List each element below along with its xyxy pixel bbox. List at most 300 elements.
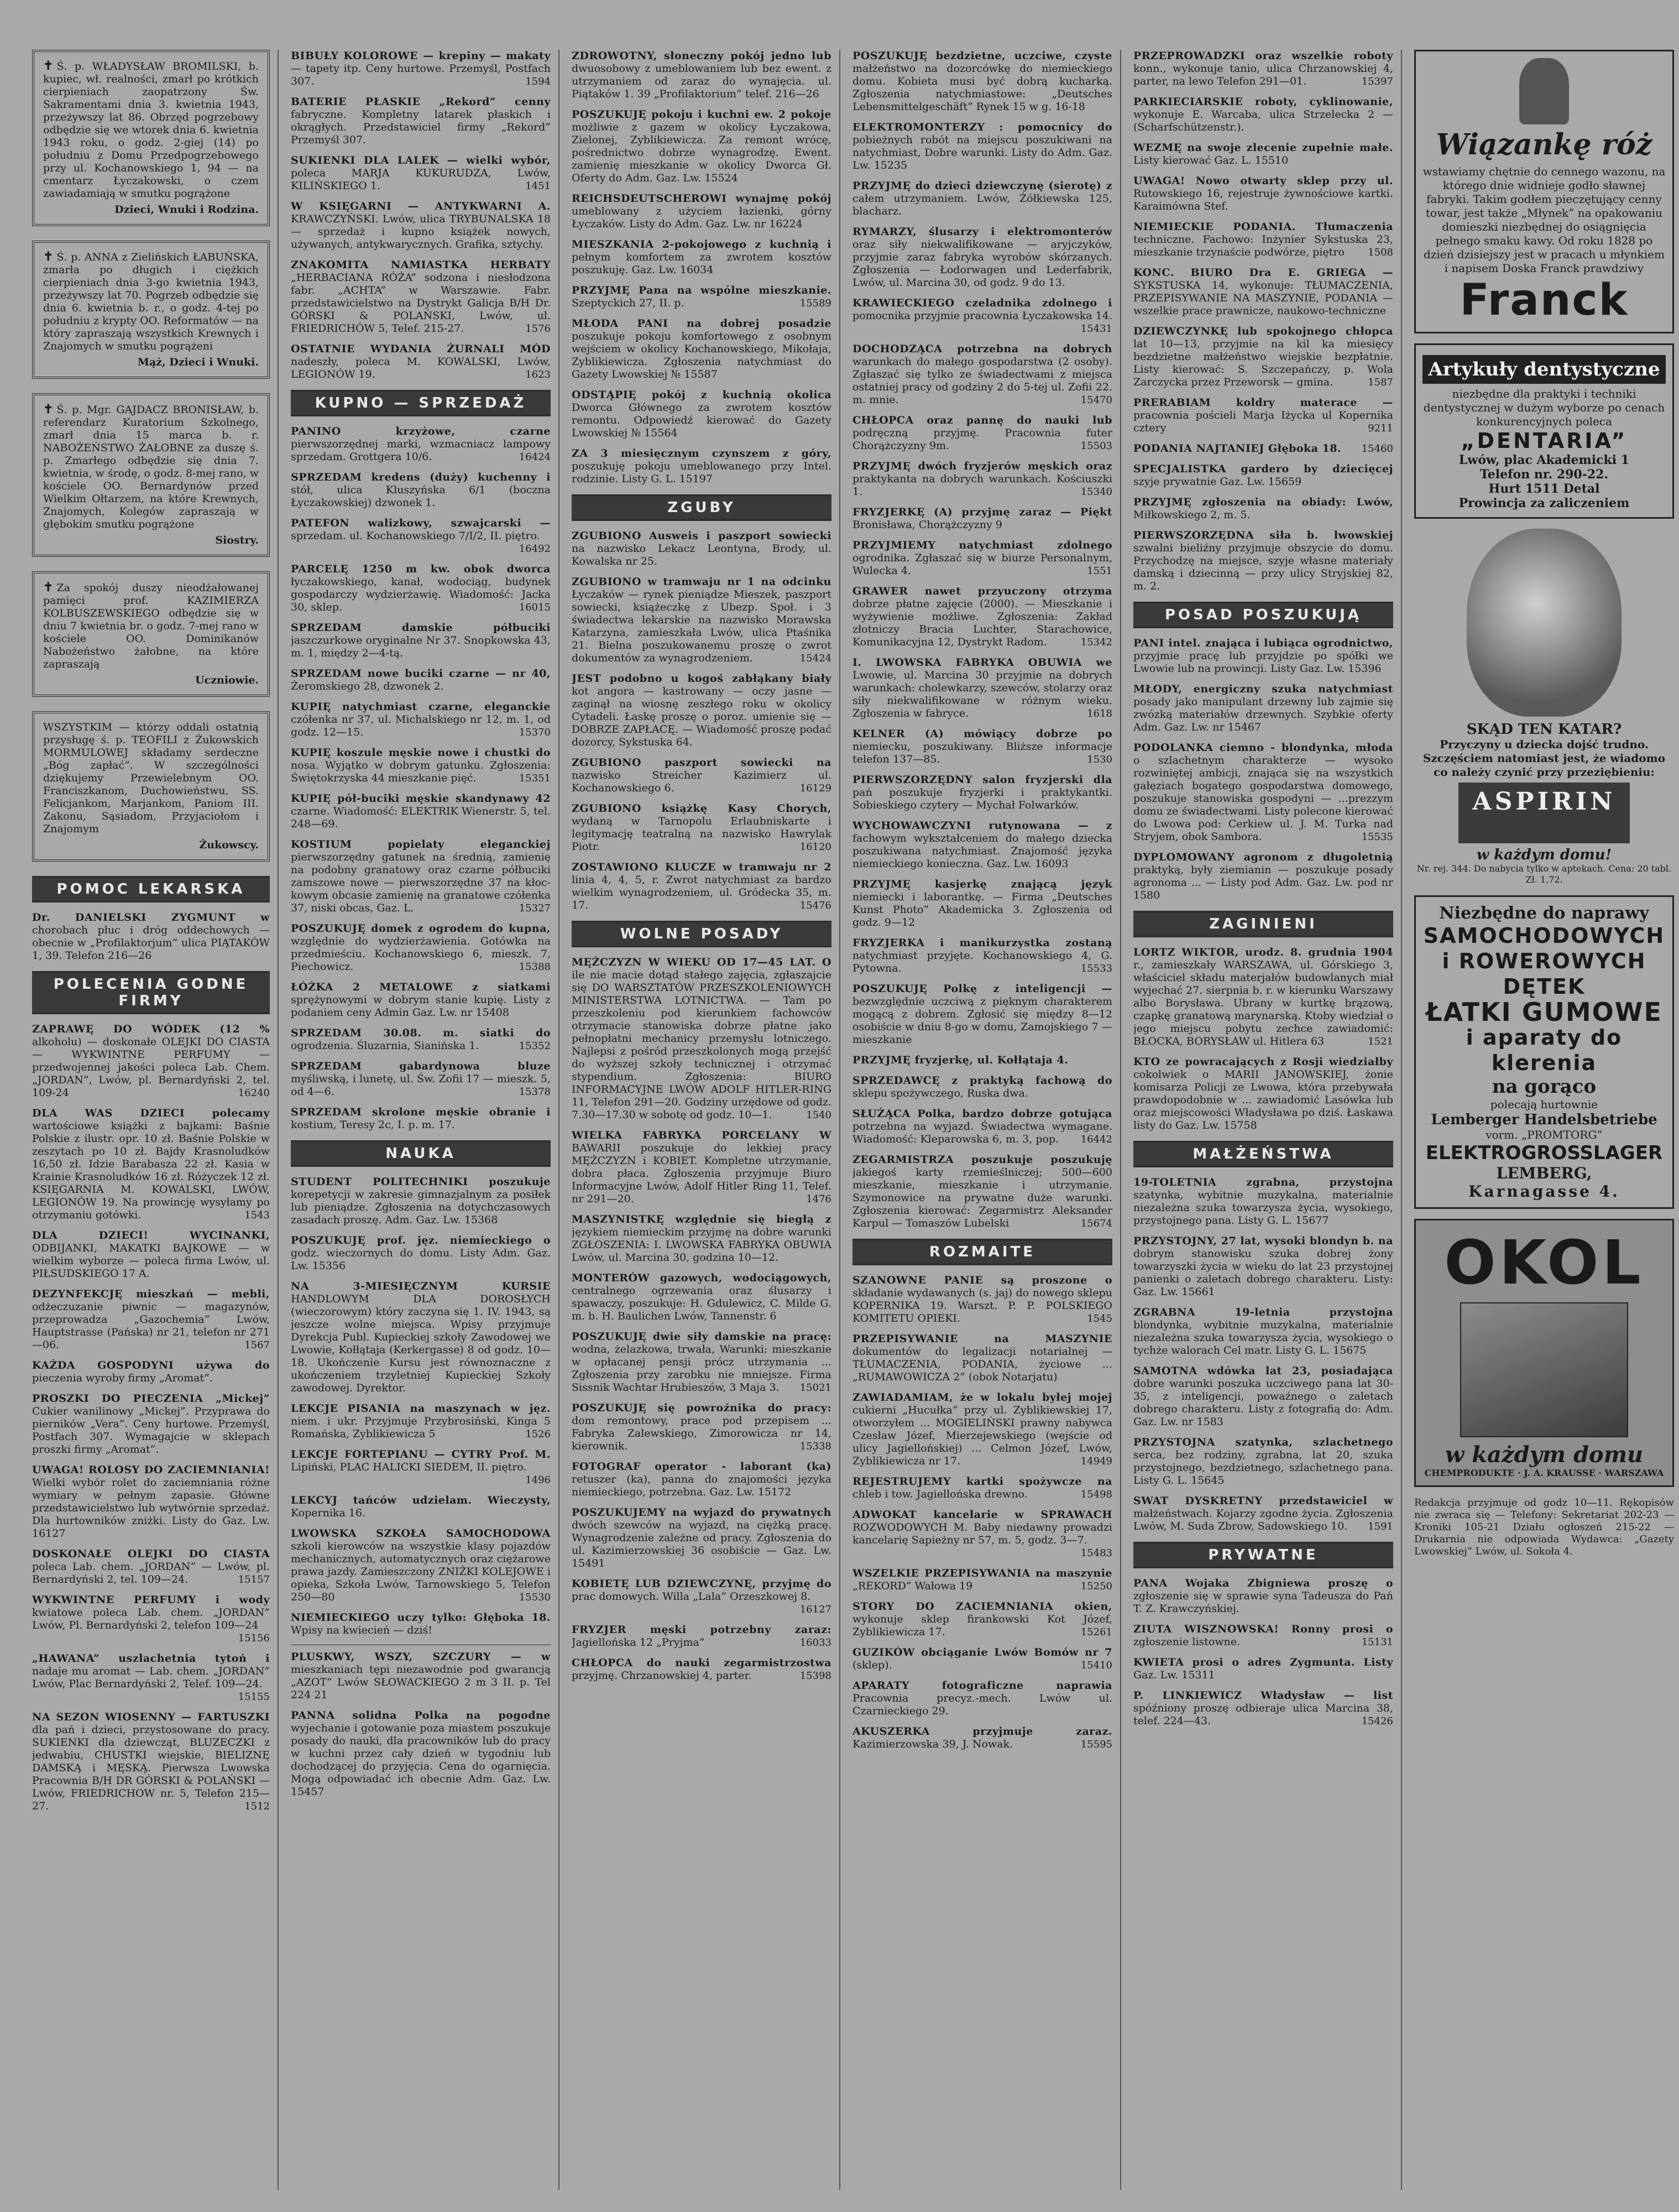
ad-number: 15530 bbox=[519, 1592, 551, 1603]
ad-text: KELNER (A) mówiący dobrze po niemiecku, poszukiwany. Bliższe informacje telefon 137—85. bbox=[852, 728, 1112, 765]
ad-number: 1540 bbox=[806, 1109, 831, 1121]
classified-ad bbox=[852, 226, 1112, 289]
column-1 bbox=[32, 50, 279, 2190]
classified-ad bbox=[291, 517, 551, 555]
ad-text: KTO ze powracających z Rosji wiedziałby cokolwiek o MARII JANOWSKIEJ, żonie komisarza Policji ze Lwowa, która przebywała prawdopodobnie w ... zawiadomić Lasówka lub oraz miejscowości Władysława po dziś. Łaskawa listy do Gaz. Lw. 15758 bbox=[1133, 1056, 1393, 1131]
classified-ad bbox=[852, 414, 1112, 452]
ad-text: I. LWOWSKA FABRYKA OBUWIA we Lwowie, ul. Marcina 30 przyjmie na dobrych warunkach: cholewkarzy, szewców, stolarzy oraz siły niekwalifikowane w różnym wieku. Zgłoszenia w fabryce. bbox=[852, 656, 1112, 719]
ad-text: PRZYJMĘ zgłoszenia na obiady: Lwów, Miłkowskiego 2, m. 5. bbox=[1133, 496, 1393, 521]
ad-text: SPRZEDAWCĘ z praktyką fachową do sklepu spożywczego, Ruska dwa. bbox=[852, 1074, 1112, 1099]
promtorg-line-4: i aparaty do klerenia bbox=[1466, 1025, 1623, 1075]
ad-text: BATERIE PŁASKIE „Rekord” cenny fabryczne. Kompletny latarek płaskich i okrągłych. Przedstawiciel firmy „Rekord” Przemyśl 307. bbox=[291, 96, 551, 146]
franck-brand: Franck bbox=[1460, 275, 1629, 325]
classified-ad bbox=[572, 238, 831, 276]
ad-text: UWAGA! Nowo otwarty sklep przy ul. Rutowskiego 16, rejestruje żywnościowe kartki. Karaimówna Stef. bbox=[1133, 175, 1393, 212]
section-heading-rozmaite: ROZMAITE bbox=[852, 1239, 1112, 1265]
classified-ad bbox=[572, 50, 831, 101]
ad-number: 1521 bbox=[1368, 1036, 1393, 1047]
ad-text: FRYZJERKA i manikurzystka zostaną natychmiast przyjęte. Kochanowskiego 4, G. Pytowna. bbox=[852, 937, 1112, 974]
ad-number: 1476 bbox=[806, 1193, 831, 1205]
ad-text: PIERWSZORZĘDNA siła b. lwowskiej szwalni bieliźny przyjmuje obszycie do domu. Przychodzę na miejsce, szyje własne materiały damską i dziecinną — przy ulicy Stryjskiej 82, m. 2. bbox=[1133, 529, 1393, 592]
classified-ad bbox=[32, 1023, 270, 1099]
ad-text: WYKWINTNE PERFUMY i wody kwiatowe poleca Lab. chem. „JORDAN” Lwów, Pl. Bernardyński 2, telefon 109—24 bbox=[32, 1594, 270, 1631]
cross-icon: ✝ bbox=[43, 580, 54, 594]
ad-number: 15460 bbox=[1361, 443, 1393, 455]
classified-ad bbox=[1133, 1235, 1393, 1298]
dentaria-ad bbox=[1414, 343, 1674, 519]
classified-ad bbox=[852, 539, 1112, 577]
ad-text: OSTATNIE WYDANIA ŻURNALI MÓD nadeszły, poleca M. KOWALSKI, Lwów, LEGIONÓW 19. bbox=[291, 343, 551, 380]
ad-number: 15589 bbox=[799, 298, 831, 309]
ad-number: 1496 bbox=[525, 1474, 551, 1486]
ad-number: 1591 bbox=[1368, 1521, 1393, 1532]
ad-text: „HAWANA” uszlachetnia tytoń i nadaje mu aromat — Lab. chem. „JORDAN” Lwów, Plac Bernardyński 2, Telef. 109—24. bbox=[32, 1652, 270, 1690]
classified-ad bbox=[572, 192, 831, 231]
ad-number: 15410 bbox=[1080, 1660, 1112, 1671]
ad-text: WIELKA FABRYKA PORCELANY W BAWARII poszukuje do lekkiej pracy MĘŻCZYZN i KOBIET. Kompletne utrzymanie, dobra płaca. Zgłoszenia przyjmuje Biuro Informacyjne Lwów, Adolf Hitler Ring 11, Telef. nr 291—20. bbox=[572, 1129, 831, 1205]
classified-ad bbox=[291, 1494, 551, 1520]
ad-text: PARKIECIARSKIE roboty, cyklinowanie, wykonuje E. Warcaba, ulica Strzelecka 2 — (Scharfschützenstr.). bbox=[1133, 96, 1393, 133]
obituary-signature: Siostry. bbox=[215, 534, 259, 546]
classified-ad bbox=[1133, 1056, 1393, 1132]
ad-text: KUPIĘ koszule męskie nowe i chustki do nosa. Wyjątko w dobrym gatunku. Zgłoszenia: Świętokrzyska 44 mieszkanie pięć. bbox=[291, 747, 551, 784]
classified-ad bbox=[852, 1054, 1112, 1067]
section-heading-zguby: ZGUBY bbox=[572, 494, 831, 521]
classified-ad bbox=[572, 1402, 831, 1453]
promtorg-ad bbox=[1414, 895, 1674, 1209]
ad-text: CHŁOPCA oraz pannę do nauki lub podręczną przyjmę. Pracownia futer Chorążczyzny 9m. bbox=[852, 414, 1112, 452]
classified-ad bbox=[1133, 1365, 1393, 1428]
classified-ad bbox=[572, 530, 831, 568]
classified-ad bbox=[572, 757, 831, 795]
classified-ad bbox=[1133, 1689, 1393, 1728]
ad-text: SPECJALISTKA gardero by dziecięcej szyje prywatnie Gaz. Lw. 15659 bbox=[1133, 463, 1393, 488]
classified-ad bbox=[291, 1611, 551, 1637]
classified-ad bbox=[852, 585, 1112, 649]
ad-number: 15674 bbox=[1080, 1218, 1112, 1229]
column-5 bbox=[1133, 50, 1402, 2190]
classified-ad bbox=[1133, 496, 1393, 521]
classified-ad bbox=[1133, 221, 1393, 259]
okol-small-print: CHEMPRODUKTE · J. A. KRAUSSE · WARSZAWA bbox=[1424, 1468, 1664, 1478]
dentaria-footer-2: Prowincja za zaliczeniem bbox=[1458, 496, 1630, 510]
ad-number: 14949 bbox=[1080, 1455, 1112, 1467]
ad-text: MŁODY, energiczny szuka natychmiast posady jako manipulant drzewny lub zajmie się zwózką materiałów drzewnych. Szybkie oferty Adm. Gaz. Lw. nr 15467 bbox=[1133, 683, 1393, 733]
ad-text: ZNAKOMITA NAMIASTKA HERBATY „HERBACIANA RÓŻA” sodzona i niesłodzona fabr. „ACHTA” w Warszawie. Fabr. przedstawicielstwo na Dystrykt Galicja B/H Dr. GÓRSKI & POLAŃSKI, Lwów, ul. FRIEDRICHÓW 5, Telef. 215-27. bbox=[291, 259, 551, 335]
obituary-4 bbox=[32, 571, 270, 697]
classified-ad bbox=[291, 1060, 551, 1098]
classified-ad bbox=[1133, 637, 1393, 675]
ad-number: 16127 bbox=[799, 1604, 831, 1615]
classified-ad bbox=[572, 672, 831, 749]
ad-text: PARCELĘ 1250 m kw. obok dworca łyczakowskiego, kanał, wodociąg, budynek gospodarczy wydzierżawię. Wiadomość: Jacka 30, sklep. bbox=[291, 563, 551, 613]
ad-text: PRZYJMĘ Pana na wspólne mieszkanie. Szeptyckich 27, II. p. bbox=[572, 284, 831, 309]
classified-ad bbox=[572, 1624, 831, 1649]
obituary-signature: Mąż, Dzieci i Wnuki. bbox=[137, 356, 259, 368]
classified-ad bbox=[852, 728, 1112, 766]
ad-text: NA 3-MIESIĘCZNYM KURSIE HANDLOWYM DLA DOROSŁYCH (wieczorowym) który zaczyna się 1. IV. 1943, są jeszcze wolne miejsca. Wpisy przyjmuje Dyrekcja Publ. Kupieckiej szkoły Zawodowej we Lwowie, Kołłątaja (Kerkergasse) 8 od godz. 10—18. Ukończenie Kursu jest równoznaczne z ukończeniem trzyletniej Kupieckiej Szkoły zawodowej. Dyrektor. bbox=[291, 1280, 551, 1394]
classified-ad bbox=[291, 1709, 551, 1798]
classified-ad bbox=[291, 259, 551, 335]
ad-text: KUPIĘ pół-buciki męskie skandynawy 42 czarne. Wiadomość: ELEKTRIK Wienerstr. 5, tel. 248—69. bbox=[291, 792, 551, 830]
ad-number: 16424 bbox=[519, 451, 551, 463]
promtorg-vorm: vorm. „PROMTORG” bbox=[1486, 1128, 1603, 1141]
column-6-display-ads bbox=[1414, 50, 1679, 2190]
classified-ad bbox=[852, 121, 1112, 172]
obituary-signature: Żukowscy. bbox=[199, 839, 259, 851]
ad-text: PRZEPISYWANIE na MASZYNIE dokumentów do legalizacji notarialnej — TŁUMACZENIA, PODANIA, życiowe ... „RUMAWOWICZA 2” (obok Notarjatu) bbox=[852, 1333, 1112, 1383]
promtorg-line-1: SAMOCHODOWYCH bbox=[1423, 924, 1665, 948]
classified-ad bbox=[572, 447, 831, 486]
ad-text: DYPLOMOWANY agronom z długoletnią praktyką, były ziemianin — poszukuje posady agronoma ... — Listy pod Adm. Gaz. Lw. pod nr 1580 bbox=[1133, 851, 1393, 901]
ad-text: ZEGARMISTRZA poszukuje poszukuję jakiegoś karty rzemieślniczej; 500—600 mieszkanie, mieszkanie i utrzymanie. Szymonowice na prywatne duże warunki. Zgłoszenia kierować: Zegarmistrz Aleksander Karpul — Tomaszów Lubelski bbox=[852, 1154, 1112, 1229]
ad-text: FRYZJERKĘ (A) przyjmę zaraz — Piękt Bronisława, Chorążczyzny 9 bbox=[852, 506, 1112, 531]
classified-ad bbox=[572, 1129, 831, 1206]
section-heading-zaginieni: ZAGINIENI bbox=[1133, 911, 1393, 937]
ad-text: ZAPRAWĘ DO WÓDEK (12 % alkoholu) — doskonałe OLEJKI DO CIASTA — WYKWINTNE PERFUMY — przedwojennej jakości poleca Lab. Chem. „JORDAN”, Lwów, pl. Bernardyński 2, tel. 109-24 bbox=[32, 1023, 270, 1099]
classified-ad bbox=[852, 460, 1112, 498]
classified-ad bbox=[852, 774, 1112, 812]
classified-ad bbox=[852, 1333, 1112, 1384]
ad-text: POSZUKUJEMY na wyjazd do prywatnych dwóch szewców na wyjazd, na ciężką pracę. Wynagrodzenie zależne od pracy. Zgłoszenia do ul. Kazimierzowskiej 36 osobiście — Gaz. Lw. 15491 bbox=[572, 1506, 831, 1569]
classified-ad bbox=[572, 956, 831, 1121]
classified-ad bbox=[572, 1331, 831, 1394]
section-heading-kupno: KUPNO — SPRZEDAŻ bbox=[291, 390, 551, 416]
ad-text: SPRZEDAM gabardynowa bluze myśliwską, i lunetę, ul. Św. Zofii 17 — mieszk. 5, od 4—6. bbox=[291, 1060, 551, 1098]
ad-text: CHŁOPCA do nauki zegarmistrzostwa przyjmę. Chrzanowskiej 4, parter. bbox=[572, 1657, 831, 1682]
classified-ad bbox=[32, 1392, 270, 1456]
ad-text: ZIUTA WISZNOWSKA! Ronny prosi o zgłoszenie listowne. bbox=[1133, 1623, 1393, 1648]
ad-text: KAŻDA GOSPODYNI używa do pieczenia wyroby firmy „Aromat”. bbox=[32, 1359, 270, 1384]
obituary-text: Ś. p. WŁADYSŁAW BROMILSKI, b. kupiec, wł. realności, zmarł po krótkich cierpieniach zaopatrzony Św. Sakramentami dnia 3. kwietnia 1943, przeżywszy lat 86. Obrzęd pogrzebowy odbędzie się we wtorek dnia 6. kwietnia 1943 roku, o godz. 2-giej (14) po południu z Domu Przedpogrzebowego przy ul. Kochanowskiego 1, 94 — na cmentarz Łyczakowski, o czem zawiadamiają w smutku pogrążone bbox=[43, 60, 259, 200]
promtorg-line-2: i ROWEROWYCH DĘTEK bbox=[1442, 949, 1646, 999]
ad-text: ZAWIADAMIAM, że w lokalu byłej mojej cukierni „Hucułka” przy ul. Zyblikiewskiej 17, otworzyłem ... MOGIELIŃSKI prawny nabywca Czesław Józef, Mierzejewskiego (wejście od ulicy Jagiellońskiej) ... Celmon Józef, Lwów, Zyblikiewicza nr 17. bbox=[852, 1391, 1112, 1467]
classified-ad bbox=[1133, 946, 1393, 1048]
classified-ad bbox=[32, 1288, 270, 1352]
classified-ad bbox=[1133, 1436, 1393, 1487]
ads-list bbox=[32, 1023, 270, 1813]
section-heading-posad: POSAD POSZUKUJĄ bbox=[1133, 602, 1393, 628]
aspirin-brand: ASPIRIN bbox=[1458, 782, 1630, 843]
dentaria-address: Lwów, plac Akademicki 1 bbox=[1458, 453, 1630, 467]
classified-ad bbox=[1133, 529, 1393, 593]
obituary-1 bbox=[32, 50, 270, 226]
ads-list bbox=[572, 50, 831, 486]
ad-text: ODSTĄPIĘ pokój z kuchnią okolica Dworca Głównego za zwrotem kosztów remontu. Odpowiedź kierować do Gazety Lwowskiej № 15564 bbox=[572, 389, 831, 439]
ad-text: KONC. BIURO Dra E. GRIEGA — SYKSTUSKA 14, wykonuje: TŁUMACZENIA, PRZEPISYWANIE NA MASZYNIE, PODANIA — wszelkie prace prawnicze, naukowo-techniczne bbox=[1133, 267, 1393, 317]
obituary-signature: Dzieci, Wnuki i Rodzina. bbox=[114, 204, 259, 216]
promtorg-ad-title: Niezbędne do naprawy bbox=[1439, 904, 1649, 923]
ad-text: PODANIA NAJTANIEJ Głęboka 18. bbox=[1133, 442, 1342, 455]
classified-ad bbox=[852, 50, 1112, 113]
ad-text: PANA Wojaka Zbigniewa proszę o zgłoszenie się w sprawie syna Tadeusza do Pań T. Z. Krawczyńskiej. bbox=[1133, 1577, 1393, 1615]
ad-number: 16129 bbox=[799, 782, 831, 794]
classified-ad bbox=[852, 297, 1112, 335]
ad-text: BIBUŁY KOLOROWE — krepiny — makaty — tapety itp. Ceny hurtowe. Przemyśl, Postfach 307. bbox=[291, 50, 551, 87]
ad-number: 16492 bbox=[519, 543, 551, 555]
classified-ad bbox=[291, 922, 551, 973]
ads-list bbox=[291, 50, 551, 381]
ad-text: REICHSDEUTSCHEROWI wynajmę pokój umeblowany z użyciem łazienki, górny Łyczaków. Listy do Adm. Gaz. Lw. nr 16224 bbox=[572, 192, 831, 230]
ad-text: STUDENT POLITECHNIKI poszukuje korepetycji w zakresie gimnazjalnym za posiłek lub pieniądze. Zgłoszenia na dotychczasowych zasadach proszę. Adm. Gaz. Lw. 15368 bbox=[291, 1176, 551, 1226]
ad-text: WEZMĘ na swoje zlecenie zupełnie małe. Listy kierować Gaz. L. 15510 bbox=[1133, 142, 1393, 166]
classified-ad bbox=[32, 1229, 270, 1280]
ad-text: DZIEWCZYNKĘ lub spokojnego chłopca lat 10—13, przyjmie na kil ka miesięcy bezdzietne małżeństwo wiejskie bezpłatnie. Listy kierować: S. Szczepańczy, p. Wola Zarczycka przez Przeworsk — gmina. bbox=[1133, 325, 1393, 388]
obituary-3 bbox=[32, 393, 270, 557]
ad-number: 15533 bbox=[1080, 963, 1112, 974]
aspirin-small-print: Nr. rej. 344. Do nabycia tylko w aptekach. Cena: 20 tabl. Zł. 1,72. bbox=[1416, 863, 1672, 885]
ad-text: REJESTRUJEMY kartki spożywcze na chleb i tow. Jagiellońska drewno. bbox=[852, 1475, 1112, 1500]
promtorg-street: Karnagasse 4. bbox=[1468, 1182, 1620, 1201]
ad-text: NA SEZON WIOSENNY — FARTUSZKI dla pań i dzieci, przystosowane do pracy. SUKIENKI dla dziewcząt, BLUZECZKI z jedwabiu, CHUSTKI wiejskie, BIELIZNĘ DAMSKĄ i MĘSKĄ. Pierwsza Lwowska Pracownia B/H DR GÓRSKI & POLAŃSKI — Lwów, FRIEDRICHOW nr. 5, Telefon 215—27. bbox=[32, 1711, 270, 1812]
classified-ad bbox=[852, 1509, 1112, 1559]
ad-text: WSZELKIE PRZEPISYWANIA na maszynie „REKORD” Wałowa 19 bbox=[852, 1567, 1112, 1592]
classified-ad bbox=[1133, 397, 1393, 435]
ad-text: PRZYJMIEMY natychmiast zdolnego ogrodnika. Zgłaszać się w biurze Personalnym, Wulecka 4. bbox=[852, 539, 1112, 577]
ad-text: PANNA solidna Polka na pogodne wyjechanie i gotowanie poza miastem poszukuje posady do nauki, dla pracowników lub do pracy w kuchni przez cały dzień w tygodniu lub dochodzącej do przyjęcia. Cena do ogarnięcia. Mogą odpowiadać ich obecnie Adm. Gaz. Lw. 15457 bbox=[291, 1709, 551, 1798]
classified-ad bbox=[852, 1154, 1112, 1230]
promtorg-elektro: ELEKTROGROSSLAGER bbox=[1425, 1142, 1663, 1164]
classified-ad bbox=[852, 1274, 1112, 1325]
ad-text: ZA 3 miesięcznym czynszem z góry, poszukuję pokoju umeblowanego przy Intel. rodzinie. Listy G. L. 15197 bbox=[572, 447, 831, 485]
ad-number: 15470 bbox=[1080, 394, 1112, 406]
franck-ad bbox=[1414, 50, 1674, 333]
cross-icon: ✝ bbox=[43, 249, 54, 264]
promtorg-line-3: ŁATKI GUMOWE bbox=[1426, 997, 1662, 1027]
ad-text: W KSIĘGARNI — ANTYKWARNI A. KRAWCZYŃSKI. Lwów, ulica TRYBUNALSKA 18 — sprzedaż i kupno książek nowych, używanych, antykwarycznych. Grafika, sztychy. bbox=[291, 200, 551, 251]
classified-ad bbox=[852, 1567, 1112, 1593]
flower-vase-icon bbox=[1519, 58, 1569, 124]
classified-ad bbox=[852, 1475, 1112, 1501]
ad-text: ŁÓŻKA 2 METALOWE z siatkami sprężynowymi w dobrym stanie kupię. Listy z podaniem ceny Admin Gaz. Lw. nr 15408 bbox=[291, 981, 551, 1019]
classified-ad bbox=[852, 343, 1112, 406]
ad-number: 16240 bbox=[238, 1087, 270, 1099]
ad-number: 15426 bbox=[1361, 1715, 1393, 1727]
ad-number: 15157 bbox=[238, 1574, 270, 1585]
classified-ad bbox=[32, 1107, 270, 1222]
ad-text: SPRZEDAM damskie półbuciki jaszczurkowe oryginalne Nr 37. Snopkowska 43, m. 1, między 2—4-tą. bbox=[291, 622, 551, 659]
ad-number: 15424 bbox=[799, 653, 831, 664]
ad-text: SŁUŻĄCA Polka, bardzo dobrze gotująca potrzebna na wyjazd. Świadectwa wymagane. Wiadomość: Kleparowska 6, m. 3, pop. bbox=[852, 1108, 1112, 1145]
classified-ad bbox=[291, 200, 551, 251]
ad-text: PRZYSTOJNA szatynka, szlachetnego serca, bez rodziny, zgrabna, lat 20, szuka przystojnego, bezdzietnego, szlachetnego pana. Listy G. L. 15645 bbox=[1133, 1436, 1393, 1486]
ad-number: 15250 bbox=[1080, 1580, 1112, 1592]
ad-text: MIESZKANIA 2-pokojowego z kuchnią i pełnym komfortem za zwrotem kosztów poszukuję. Gaz. Lw. 16034 bbox=[572, 238, 831, 276]
dentaria-phone: Telefon nr. 290-22. bbox=[1479, 467, 1609, 482]
classified-ad bbox=[572, 1657, 831, 1682]
classified-ad bbox=[852, 820, 1112, 870]
ads-list bbox=[852, 50, 1112, 1230]
ad-text: ZGUBIONO Ausweis i paszport sowiecki na nazwisko Lekacz Leontyna, Brody, ul. Kowalska nr 25. bbox=[572, 530, 831, 567]
obituary-5 bbox=[32, 711, 270, 862]
ad-number: 15535 bbox=[1361, 831, 1393, 843]
ad-text: KRAWIECKIEGO czeladnika zdolnego i pomocnika przyjmie pracownia Łyczakowska 14. bbox=[852, 297, 1112, 322]
section-heading-nauka: NAUKA bbox=[291, 1140, 551, 1167]
classified-ad bbox=[291, 701, 551, 739]
classified-ad bbox=[852, 983, 1112, 1046]
ad-number: 1567 bbox=[244, 1339, 270, 1351]
obituary-text: Ś. p. ANNA z Zielińskich ŁABUŃSKA, zmarła po długich i ciężkich cierpieniach dnia 3-go kwietnia 1943, przeżywszy lat 70. Pogrzeb odbędzie się dnia 6. kwietnia b. r., o godz. 4-tej po południu z krypty OO. Reformatów — na który zapraszają wszystkich Krewnych i Znajomych w smutku pogrążeni bbox=[43, 251, 259, 352]
ad-text: AKUSZERKA przyjmuje zaraz. Kazimierzowska 39, J. Nowak. bbox=[852, 1725, 1112, 1750]
ad-number: 15388 bbox=[519, 961, 551, 973]
ad-text: SPRZEDAM skrolone męskie obranie i kostium, Teresy 2c, I. p. m. 17. bbox=[291, 1106, 551, 1131]
promtorg-text: polecają hurtownie bbox=[1490, 1098, 1598, 1111]
classified-ad bbox=[1133, 742, 1393, 843]
classified-ad bbox=[291, 1027, 551, 1052]
aspirin-tagline: w każdym domu! bbox=[1476, 847, 1612, 863]
editorial-footer: Redakcja przyjmuje od godz 10—11. Rękopisów nie zwraca się — Telefony: Sekretariat 202-23 — Kroniki 105-21 Działu ogłoszeń 215-22 — Drukarnia nie odpowiada Wydawca: „Gazety Lwowskiej” Lwów, ul. Sokoła 4. bbox=[1414, 1497, 1674, 1557]
classified-ad bbox=[1133, 50, 1393, 88]
ad-text: PRZYJMĘ dwóch fryzjerów męskich oraz praktykanta na dobrych warunkach. Kościuszki 1. bbox=[852, 460, 1112, 498]
classified-ad bbox=[1133, 267, 1393, 317]
column-2 bbox=[291, 50, 559, 2190]
classified-ad bbox=[32, 1594, 270, 1645]
classified-ad bbox=[32, 1652, 270, 1703]
okol-ad bbox=[1414, 1219, 1674, 1487]
ad-text: LWOWSKA SZKOŁA SAMOCHODOWA szkoli kierowców na wszystkie klasy pojazdów mechanicznych, automatycznych oraz ciężarowe prawa jazdy. Zamieszczony ZNIŻKI KOLEJOWE i opieka, Szkoła Lwów, Tarnowskiego 5, Telefon 250—80 bbox=[291, 1527, 551, 1603]
classified-ad bbox=[1133, 683, 1393, 734]
aspirin-ad-text: Przyczyny u dziecka dojść trudno. Szczęściem natomiast jest, że wiadomo co należy czynić przy przeziębieniu: bbox=[1422, 738, 1666, 779]
ad-number: 1508 bbox=[1368, 247, 1393, 258]
ad-number: 15595 bbox=[1080, 1739, 1112, 1750]
ad-number: 15340 bbox=[1080, 486, 1112, 498]
ad-number: 1543 bbox=[244, 1209, 270, 1221]
ad-text: SPRZEDAM kredens (duży) kuchenny i stół, ulica Kluszyńska 6/1 (boczna Łyczakowskiej) dzwonek 1. bbox=[291, 471, 551, 509]
classified-ad bbox=[291, 1106, 551, 1131]
ad-text: PRZEPROWADZKI oraz wszelkie roboty konn., wykonuje tanio, ulica Chrzanowskiej 4, parter, na lewo Telefon 291—01. bbox=[1133, 50, 1393, 87]
ad-number: 16120 bbox=[799, 841, 831, 853]
ad-text: KUPIĘ natychmiast czarne, eleganckie czółenka nr 37, ul. Michalskiego nr 12, m. 1, od godz. 12—15. bbox=[291, 701, 551, 738]
dentaria-name: „DENTARIA” bbox=[1461, 429, 1628, 453]
ad-text: GRAWER nawet przyuczony otrzyma dobrze płatne zajęcie (2000). — Mieszkanie i wyżywienie możliwe. Zgłoszenia: Zakład złotniczy Bracia Luchter, Starachowice, Komunikacyjna 12, Dystrykt Radom. bbox=[852, 585, 1112, 648]
classified-ad bbox=[291, 1527, 551, 1604]
classified-ad bbox=[1133, 851, 1393, 902]
ad-text: PRZYSTOJNY, 27 lat, wysoki blondyn b. na dobrym stanowisku szuka dobrej żony towarzyszki życia w wieku do lat 23 przystojnej panienki o zaletach dobrego charakteru. Listy: Gaz. Lw. 15661 bbox=[1133, 1235, 1393, 1298]
classified-ad: Dr. DANIELSKI ZYGMUNT w chorobach płuc i dróg oddechowych — obecnie w „Profilaktorjum” ulica PIĄTAKÓW 1, 39. Telefon 216—26 bbox=[32, 911, 270, 962]
ad-text: SAMOTNA wdówka lat 23, posiadająca dobre warunki poszuka uczciwego pana lat 30-35, z inteligencji, powaźnego o zaletach dobrego charakteru. Listy z fotografią do: Adm. Gaz. Lw. nr 1583 bbox=[1133, 1365, 1393, 1428]
ad-number: 16015 bbox=[519, 602, 551, 613]
ads-list bbox=[1133, 637, 1393, 902]
ad-number: 1576 bbox=[525, 323, 551, 335]
ad-number: 1512 bbox=[244, 1801, 270, 1812]
ad-text: PIERWSZORZĘDNY salon fryzjerski dla pań poszukuje fryzjerki i praktykantki. Sobieskiego czytery — Mychał Folwarków. bbox=[852, 774, 1112, 811]
obituary-text: WSZYSTKIM — którzy oddali ostatnią przysługę ś. p. TEOFILI z Żukowskich MORMULOWEJ składamy serdeczne „Bóg zapłać”. W szczególności dziękujemy Przewielebnym OO. Franciszkanom, Duchowieństwu, SS. Felicjankom, Marjankom, Paniom III. Zakonu, Sąsiadom, Przyjaciołom i Znajomym bbox=[43, 721, 259, 835]
ad-text: 19-TOLETNIA zgrabna, przystojna szatynka, wybitnie muzykalna, materialnie niezależna szuka towarzysza życia, wysokiego, przystojnego pana. Listy G. L. 15677 bbox=[1133, 1176, 1393, 1227]
classified-ad bbox=[572, 389, 831, 440]
classified-ad bbox=[1133, 1495, 1393, 1533]
ad-text: ADWOKAT kancelarie w SPRAWACH ROZWODOWYCH M. Baby niedawny prowadzi kancelarię Sapieżny nr 57, m. 5, godz. 3—7. bbox=[852, 1509, 1112, 1546]
promtorg-subtitle: na gorąco bbox=[1492, 1076, 1597, 1098]
ad-number: 15483 bbox=[1080, 1547, 1112, 1559]
classified-ad bbox=[1133, 1176, 1393, 1227]
ad-text: ZGUBIONO paszport sowiecki na nazwisko Streicher Kazimierz ul. Kochanowskiego 6. bbox=[572, 757, 831, 794]
ad-text: RYMARZY, ślusarzy i elektromonterów oraz siły niekwalifikowane — aryjczyków, przyjmie zaraz fabryka wyrobów skórzanych. Zgłoszenia — Łodorwagen und Lederfabrik, Lwów, ul. Marcina 30, od godz. 9 do 13. bbox=[852, 226, 1112, 289]
classified-ad bbox=[852, 1600, 1112, 1639]
classified-ad bbox=[291, 471, 551, 509]
obituary-text: Ś. p. Mgr. GAJDACZ BRONISŁAW, b. referendarz Kuratorium Szkolnego, zmarł dnia 15 marca b. r. NABOŻEŃSTWO ŻAŁOBNE za duszę ś. p. Zmarłego odbędzie się dnia 7. kwietnia, w środę, o godz. 8-mej rano, w kościele OO. Bernardynów przed Wielkim Ołtarzem, na które Krewnych, Znajomych, Kolegów zapraszają w głębokim smutku pogrążone bbox=[43, 404, 259, 530]
ad-number: 15503 bbox=[1080, 440, 1112, 452]
newspaper-page bbox=[32, 50, 1674, 2190]
ad-number: 1551 bbox=[1087, 565, 1112, 577]
section-heading-posady: WOLNE POSADY bbox=[572, 921, 831, 947]
ad-text: POSZUKUJĘ pokoju i kuchni ew. 2 pokoje możliwie z gazem w okolicy Łyczakowa, Zielonej, Zyblikiewicza. Za remont wrócę, pośrednictwo dobrze wynagrodzę. Ewent. zamienię mieszkanie w okolicy Dworca Gł. Oferty do Adm. Gaz. Lw. 15524 bbox=[572, 108, 831, 184]
classified-ad bbox=[291, 667, 551, 693]
classified-ad bbox=[572, 861, 831, 912]
okol-brand: OKOL bbox=[1444, 1227, 1644, 1298]
classified-ad bbox=[1133, 96, 1393, 134]
ad-number: 15261 bbox=[1080, 1626, 1112, 1638]
ad-number: 1526 bbox=[525, 1428, 551, 1440]
classified-ad bbox=[291, 838, 551, 915]
ad-number: 16442 bbox=[1080, 1134, 1112, 1145]
dentaria-ad-title: Artykuły dentystyczne bbox=[1422, 355, 1666, 384]
ad-text: LEKCJE FORTEPIANU — CYTRY Prof. M. Lipiński, PLAC HALICKI SIEDEM, II. piętro. bbox=[291, 1448, 551, 1473]
promtorg-firm: Lemberger Handelsbetriebe bbox=[1431, 1112, 1657, 1128]
classified-ad bbox=[291, 1234, 551, 1272]
classified-ad bbox=[32, 1464, 270, 1540]
ad-number: 15431 bbox=[1080, 323, 1112, 335]
classified-ad bbox=[32, 1548, 270, 1586]
classified-ad bbox=[1133, 1306, 1393, 1357]
ad-text: POSZUKUJĘ się powroźnika do pracy: dom remontowy, prace pod przepisem ... Fabryka Zalewskiego, Zimorowicza nr 14, kierownik. bbox=[572, 1402, 831, 1452]
ad-text: SUKIENKI DLA LALEK — wielki wybór, poleca MARJA KUKURUDZA, Lwów, KILIŃSKIEGO 1. bbox=[291, 154, 551, 192]
ad-text: ZGUBIONO książkę Kasy Chorych, wydaną w Tarnopolu Erlaubniskarte i legitymację teatralną na nazwisko Hawrylak Piotr. bbox=[572, 802, 831, 853]
classified-ad bbox=[852, 1725, 1112, 1751]
franck-ad-title: Wiązankę róż bbox=[1436, 128, 1652, 161]
ad-text: MONTERÓW gazowych, wodociągowych, centralnego ogrzewania oraz ślusarzy i spawaczy, poszukuje: H. Gdulewicz, C. Milde G. m. b. H. Baulichen Lwów, Tannenstr. 6 bbox=[572, 1272, 831, 1322]
ad-number: 1618 bbox=[1087, 708, 1112, 719]
ad-number: 15021 bbox=[799, 1382, 831, 1394]
ad-number: 15156 bbox=[238, 1632, 270, 1644]
ad-number: 9211 bbox=[1368, 422, 1393, 434]
classified-ad bbox=[1133, 142, 1393, 167]
column-4 bbox=[852, 50, 1121, 2190]
ad-number: 1545 bbox=[1087, 1313, 1112, 1324]
ad-text: PRZYJMĘ fryzjerkę, ul. Kołłątaja 4. bbox=[852, 1054, 1069, 1066]
aspirin-ad-title: SKĄD TEN KATAR? bbox=[1466, 721, 1622, 738]
franck-ad-text: wstawiamy chętnie do cennego wazonu, na którego dnie widnieje godło sławnej fabryki. Takim godłem pieczętujący cenny towar, jest także „Młynek” na opakowaniu domieszki niezbędnej do osiągnięcia pełnego smaku kawy. Od roku 1828 po dzień dzisiejszy jest w pracach u młynkiem i napisem Doska Franck prawdziwy bbox=[1422, 165, 1666, 275]
classified-ad bbox=[291, 981, 551, 1019]
classified-ad bbox=[852, 506, 1112, 531]
ad-text: SZANOWNE PANIE są proszone o składanie wydawanych (s. jaj) do nowego sklepu KOPERNIKA 19. Warszt. P. P. POLSKIEGO KOMITETU OPIEKI. bbox=[852, 1274, 1112, 1324]
ad-text: APARATY fotograficzne naprawia Pracownia precyz.-mech. Lwów ul. Czarnieckiego 29. bbox=[852, 1679, 1112, 1717]
ad-number: 1451 bbox=[525, 180, 551, 192]
ad-number: 15327 bbox=[519, 902, 551, 914]
classified-ad bbox=[1133, 1623, 1393, 1648]
ad-text: SPRZEDAM 30.08. m. siatki do ogrodzenia. Śluzarnia, Sianińska 1. bbox=[291, 1027, 551, 1052]
ads-list bbox=[1133, 1176, 1393, 1533]
classified-ad bbox=[291, 343, 551, 381]
ad-text: SPRZEDAM nowe buciki czarne — nr 40, Żeromskiego 28, dzwonek 2. bbox=[291, 667, 551, 692]
ad-text: JEST podobno u kogoś zabłąkany biały kot angora — kastrowany — oczy jasne — zaginął na wiosnę zeszłego roku w okolicy Cytadeli. Łaskę proszę o poroz. umienie się — DOBRZE ZAPŁACĘ. — Wiadomość proszę podać dozorcy, Sykstuska 64. bbox=[572, 672, 831, 748]
classified-ad bbox=[291, 792, 551, 831]
classified-ad bbox=[291, 1448, 551, 1486]
ad-number: 15131 bbox=[1361, 1636, 1393, 1648]
ad-text: WYCHOWAWCZYNI rutynowana — z fachowym wykształceniem do małego dziecka poszukiwana natychmiast. Znajomość języka niemieckiego konieczna. Gaz. Lw. 16093 bbox=[852, 820, 1112, 870]
ad-text: KWIETA prosi o adres Zygmunta. Listy Gaz. Lw. 15311 bbox=[1133, 1656, 1393, 1681]
classified-ad bbox=[291, 1651, 551, 1702]
ad-text: P. LINKIEWICZ Władysław — list spóźniony proszę odbieraje ulica Marcina 38, telef. 224—43. bbox=[1133, 1689, 1393, 1727]
ad-number: 1594 bbox=[525, 76, 551, 87]
classified-ad bbox=[572, 1213, 831, 1264]
classified-ad bbox=[291, 1402, 551, 1441]
section-heading-prywatne: PRYWATNE bbox=[1133, 1542, 1393, 1568]
ad-text: LORTZ WIKTOR, urodz. 8. grudnia 1904 r., zamieszkały WARSZAWA, ul. Górskiego 3, właściciel składu materjałów budowlanych miał wyjechać 27. sierpnia b. r. w kierunku Warszawy albo Borysława. Ubrany w kurtkę brązową, czapkę granatową marynarską. Ktoby wiedział o jego miejscu pobytu zechce zawiadomić: BŁOCKA, BORYSŁAW ul. Hitlera 63 bbox=[1133, 946, 1393, 1047]
classified-ad bbox=[572, 284, 831, 310]
ad-text: POSZUKUJĘ bezdzietne, uczciwe, czyste małżeństwo na dozorcówkę do niemieckiego domu. Kobieta musi być dobrą kucharką. Zgłoszenia natychmiastowe: „Deutsches Lebensmittelgeschäft” Rynek 15 w g. 16-18 bbox=[852, 50, 1112, 113]
ad-text: MASZYNISTKĘ względnie się biegłą z językiem niemieckim przyjmę na dobre warunki ZGŁOSZENIA: I. LWOWSKA FABRYKA OBUWIA Lwów, ul. Marcina 30, godzina 10—12. bbox=[572, 1213, 831, 1264]
ad-number: 1587 bbox=[1368, 377, 1393, 388]
